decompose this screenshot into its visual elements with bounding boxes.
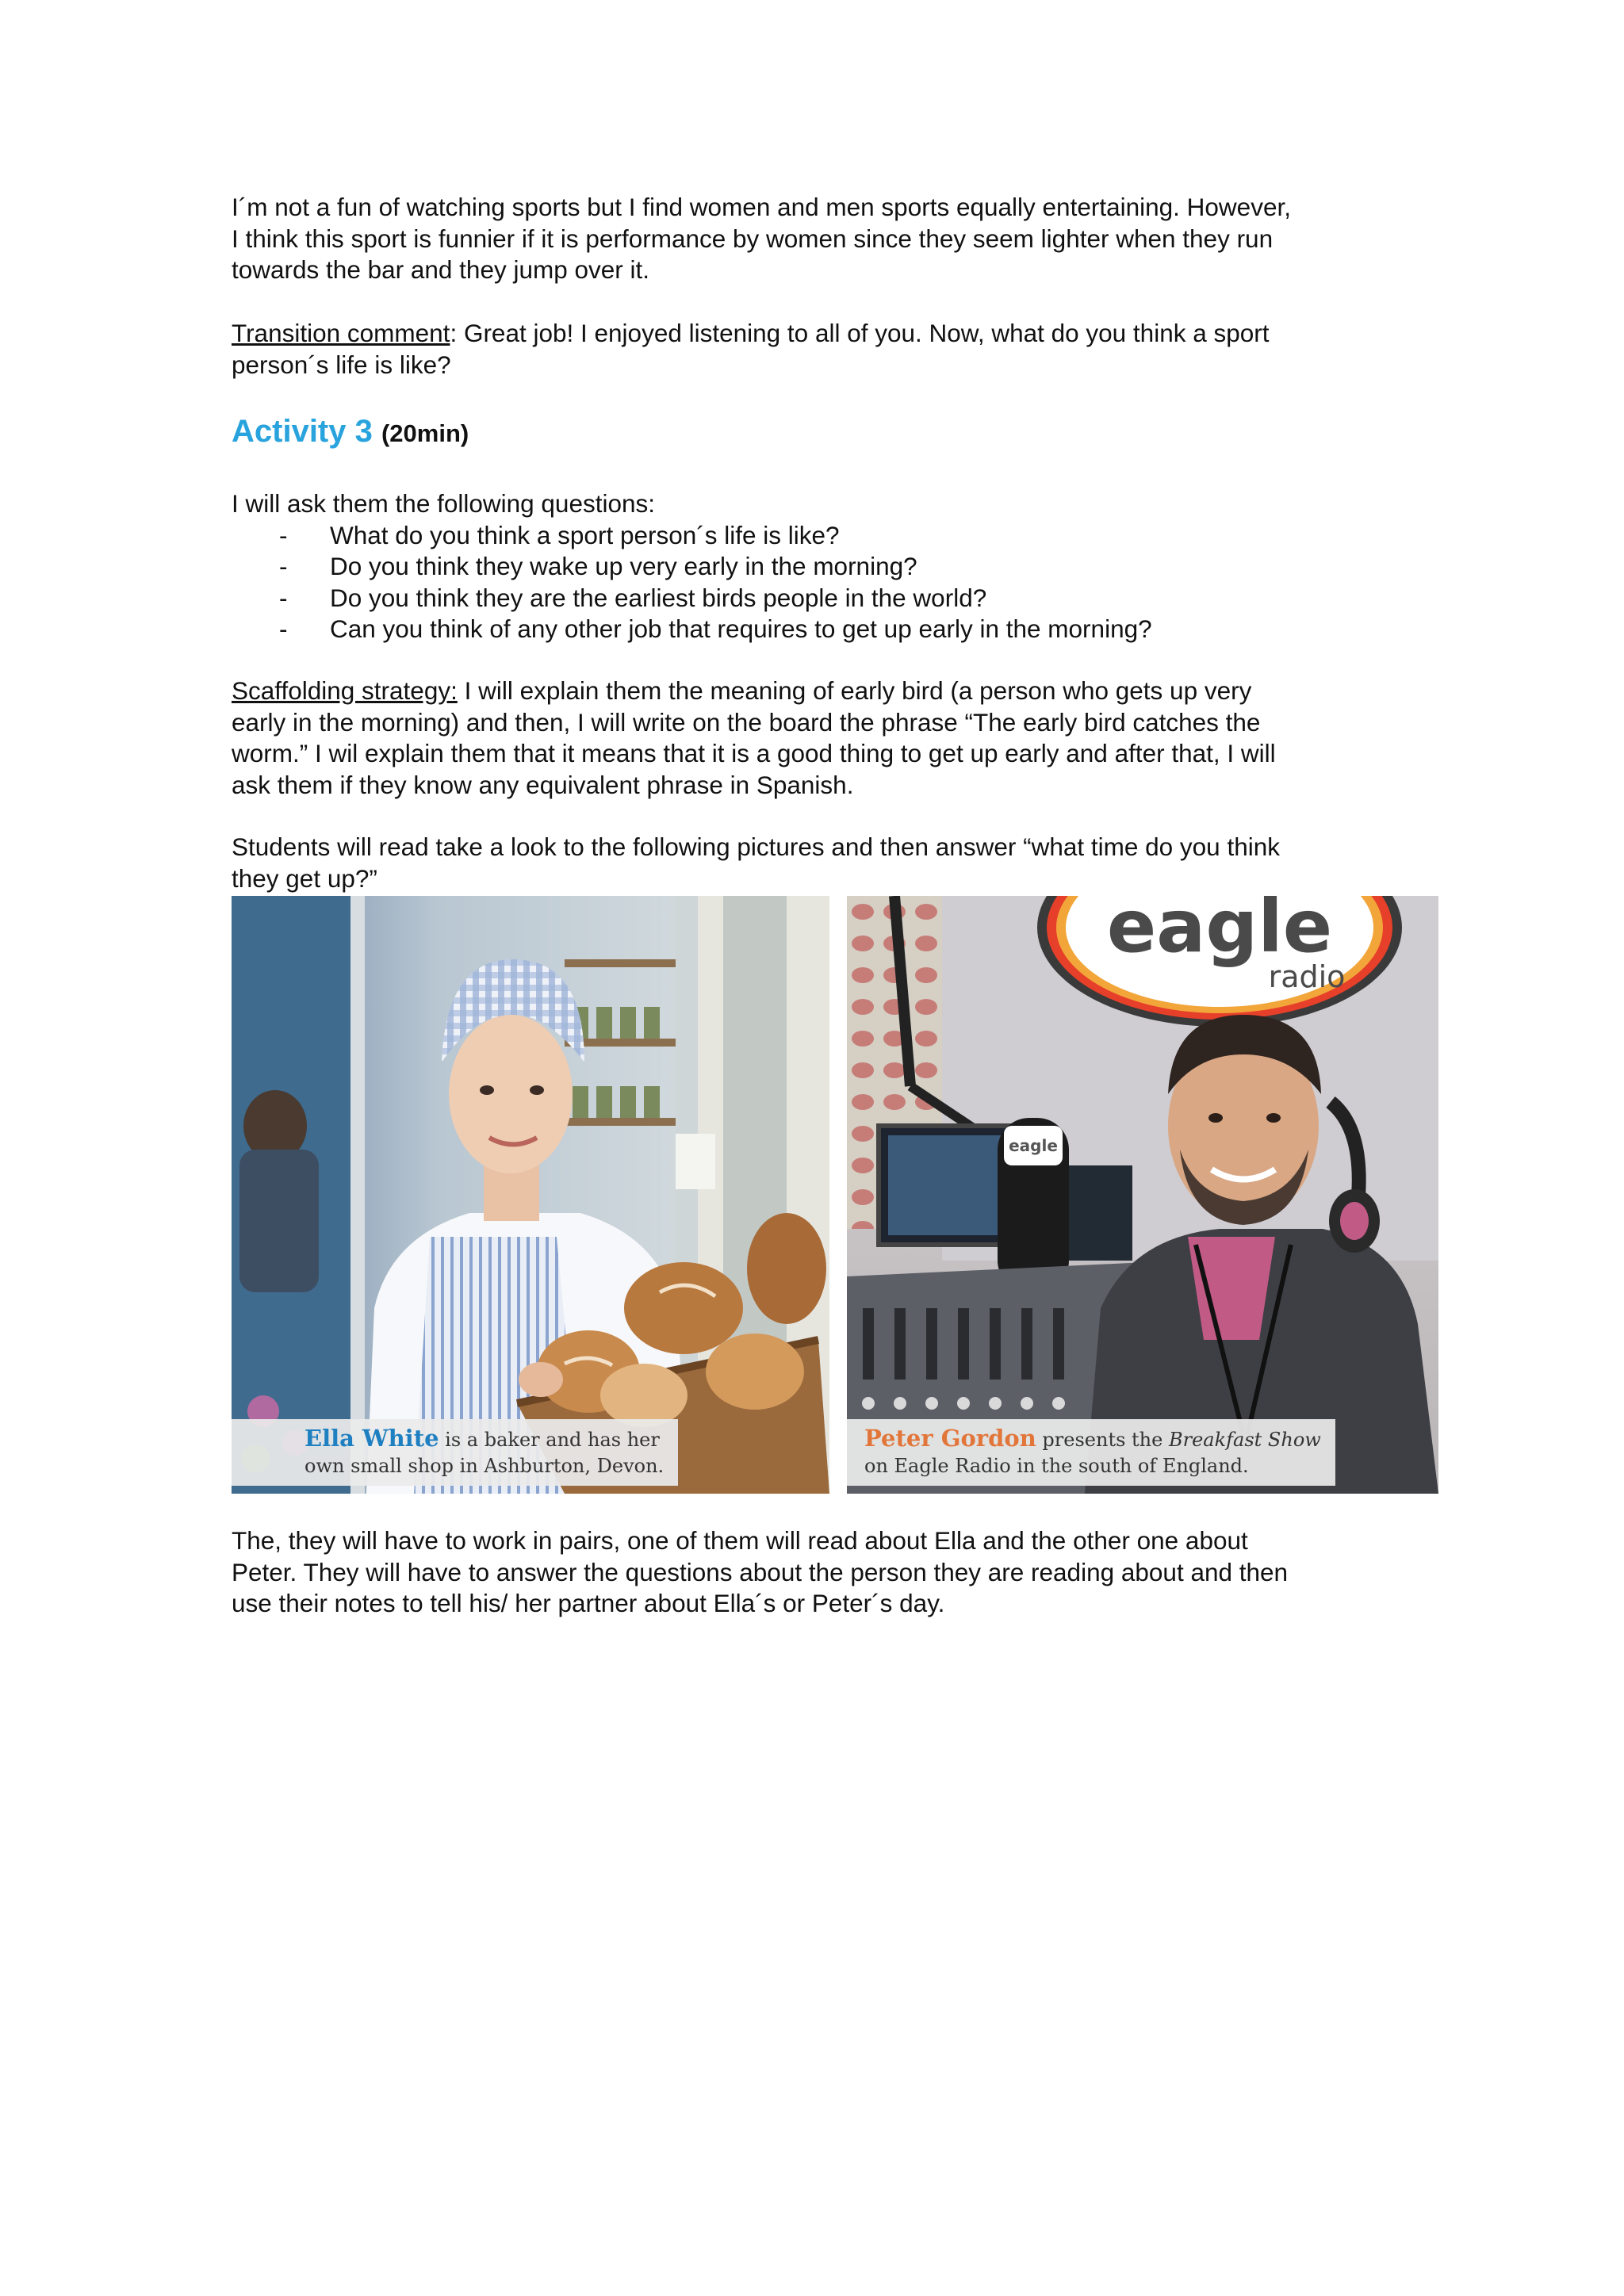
scaffolding-line-3: worm.” I wil explain them that it means that it is a good thing to get up early and after that, I will [232,739,1276,767]
question-text: Do you think they are the earliest birds people in the world? [330,583,987,612]
intro-line-1: I´m not a fun of watching sports but I find women and men sports equally entertaining. However, [232,193,1291,221]
scaffolding-line-1 [232,675,1421,707]
closing-line-2: Peter. They will have to answer the questions about the person they are reading about and then [232,1557,1289,1586]
intro-line-3: towards the bar and they jump over it. [232,255,650,284]
baker-caption-line-2: own small shop in Ashburton, Devon. [304,1455,665,1477]
intro-paragraph [232,192,1421,286]
presenter-caption-text-1a: presents the [1036,1429,1169,1451]
scaffolding-text: I will explain them the meaning of early bird (a person who gets up very [457,676,1252,705]
list-item: - Do you think they are the earliest birds people in the world? [279,583,987,612]
transition-paragraph [232,318,1421,381]
transition-label: Transition comment [232,319,450,347]
transition-line-1 [232,318,1421,350]
activity-heading [232,412,1421,453]
activity-duration: (20min) [381,419,469,447]
baker-name: Ella White [304,1425,439,1452]
mic-logo-text: eagle [1009,1136,1058,1155]
closing-line-3: use their notes to tell his/ her partner about Ella´s or Peter´s day. [232,1589,945,1617]
activity-label: Activity 3 [232,414,373,449]
scaffolding-line-4: ask them if they know any equivalent phrase in Spanish. [232,770,854,799]
scaffolding-label: Scaffolding strategy: [232,676,458,705]
list-item: - Can you think of any other job that requires to get up early in the morning? [279,614,1152,643]
presenter-caption [847,1419,1335,1486]
baker-photo [232,896,829,1494]
baker-caption-text-1: is a baker and has her [439,1429,660,1451]
radio-presenter-photo [847,896,1438,1494]
baker-illustration [232,896,829,1494]
radio-presenter-illustration [847,896,1438,1494]
questions-list [232,520,1421,645]
show-title: Breakfast Show [1168,1429,1321,1451]
transition-line-2: person´s life is like? [232,350,451,379]
intro-line-2: I think this sport is funnier if it is performance by women since they seem lighter when they run [232,224,1274,253]
question-text: Do you think they wake up very early in the morning? [330,552,917,580]
question-text: What do you think a sport person´s life is like? [330,520,840,549]
questions-intro: I will ask them the following questions: [232,489,656,518]
transition-text: : Great job! I enjoyed listening to all of you. Now, what do you think a sport [450,319,1270,347]
list-item: - What do you think a sport person´s life is like? [279,520,840,549]
scaffolding-paragraph [232,675,1421,801]
presenter-caption-line-1 [864,1425,1321,1453]
eagle-logo-subtext: radio [1268,959,1346,994]
presenter-name: Peter Gordon [864,1425,1036,1452]
closing-paragraph [232,1525,1421,1620]
pictures-intro-line-1: Students will read take a look to the following pictures and then answer “what time do you think [232,832,1280,861]
question-text: Can you think of any other job that requires to get up early in the morning? [330,614,1152,643]
eagle-logo-text: eagle [1106,896,1333,969]
list-item: - Do you think they wake up very early in the morning? [279,552,917,580]
activity-title [232,412,1421,453]
baker-caption-line-1 [304,1425,664,1453]
baker-caption [232,1419,678,1486]
pictures-intro-line-2: they get up?” [232,863,377,893]
presenter-caption-line-2: on Eagle Radio in the south of England. [864,1455,1249,1477]
pictures-intro-paragraph [232,832,1421,894]
photos-figure [232,896,1438,1494]
questions-section [232,488,1421,645]
scaffolding-line-2: early in the morning) and then, I will write on the board the phrase “The early bird catches the [232,707,1261,737]
closing-line-1: The, they will have to work in pairs, one of them will read about Ella and the other one about [232,1526,1248,1555]
